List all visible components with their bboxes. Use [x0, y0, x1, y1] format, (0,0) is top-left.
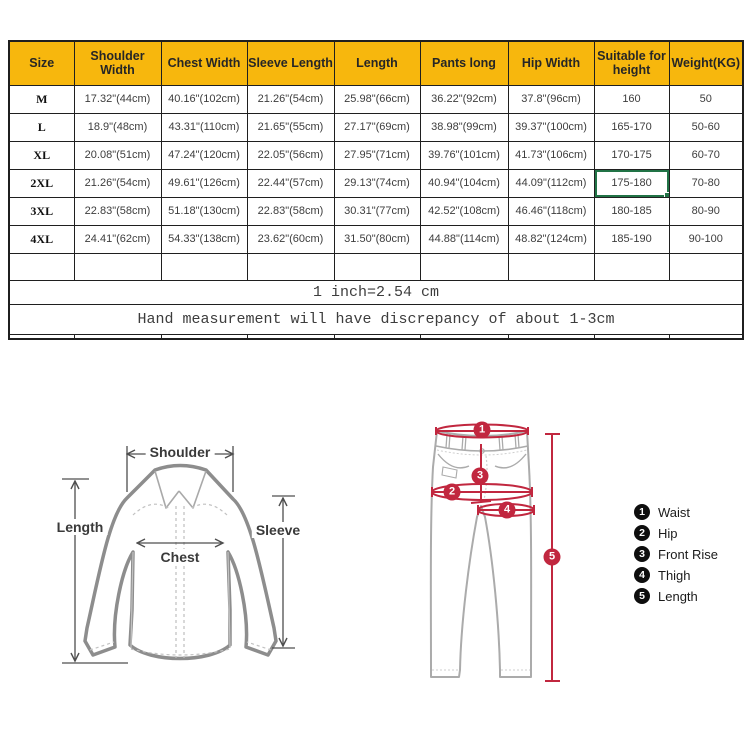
empty-cell: [161, 253, 247, 280]
empty-cell: [420, 334, 508, 339]
cell: 37.8"(96cm): [508, 85, 594, 113]
cell: 44.88"(114cm): [420, 225, 508, 253]
table-row-l: [9, 113, 743, 141]
shirt-sleeve-label: Sleeve: [252, 522, 304, 538]
pants-badge-waist: 1: [474, 422, 491, 439]
cell: 36.22"(92cm): [420, 85, 508, 113]
legend-label-thigh: Thigh: [658, 567, 691, 583]
empty-cell: [508, 334, 594, 339]
cell: 46.46"(118cm): [508, 197, 594, 225]
cell: 23.62"(60cm): [247, 225, 334, 253]
legend-badge-2: 2: [634, 525, 650, 541]
empty-row: [9, 253, 743, 280]
cell: 44.09"(112cm): [508, 169, 594, 197]
shirt-drawing: [62, 446, 295, 663]
cell: 27.95"(71cm): [334, 141, 420, 169]
empty-cell: [508, 253, 594, 280]
cell: 51.18"(130cm): [161, 197, 247, 225]
cell: 42.52"(108cm): [420, 197, 508, 225]
cell: 39.76"(101cm): [420, 141, 508, 169]
table-row-3xl: [9, 197, 743, 225]
cell: 39.37"(100cm): [508, 113, 594, 141]
note-row-inch: [9, 280, 743, 304]
cell: 47.24"(120cm): [161, 141, 247, 169]
legend-badge-5: 5: [634, 588, 650, 604]
legend-label-front-rise: Front Rise: [658, 546, 718, 562]
size-cell: L: [9, 113, 74, 141]
size-chart-wrapper: [8, 40, 742, 340]
legend-label-length: Length: [658, 588, 698, 604]
column-header-shoulder: Shoulder Width: [74, 41, 161, 85]
clipped-row: [9, 334, 743, 339]
cell: 165-170: [594, 113, 669, 141]
column-header-length: Length: [334, 41, 420, 85]
cell: 22.05"(56cm): [247, 141, 334, 169]
cell: 50-60: [669, 113, 743, 141]
note-row-measurement: [9, 304, 743, 334]
empty-cell: [669, 334, 743, 339]
empty-cell: [334, 334, 420, 339]
cell: 40.94"(104cm): [420, 169, 508, 197]
pants-badge-hip: 2: [444, 484, 461, 501]
empty-cell: [161, 334, 247, 339]
column-header-chest: Chest Width: [161, 41, 247, 85]
cell: 90-100: [669, 225, 743, 253]
table-row-4xl: [9, 225, 743, 253]
legend-label-hip: Hip: [658, 525, 678, 541]
cell: 40.16"(102cm): [161, 85, 247, 113]
cell: 24.41"(62cm): [74, 225, 161, 253]
column-header-weight: Weight(KG): [669, 41, 743, 85]
size-chart-table: [8, 40, 744, 340]
cell: 17.32"(44cm): [74, 85, 161, 113]
cell: 48.82"(124cm): [508, 225, 594, 253]
pants-drawing: [431, 425, 560, 682]
size-cell: 3XL: [9, 197, 74, 225]
cell: 30.31"(77cm): [334, 197, 420, 225]
empty-cell: [247, 253, 334, 280]
cell: 27.17"(69cm): [334, 113, 420, 141]
selected-cell: 175-180: [594, 169, 669, 197]
shirt-length-label: Length: [53, 519, 108, 535]
empty-cell: [247, 334, 334, 339]
cell: 49.61"(126cm): [161, 169, 247, 197]
pants-badge-length: 5: [544, 549, 561, 566]
empty-cell: [669, 253, 743, 280]
cell: 21.26"(54cm): [247, 85, 334, 113]
shirt-shoulder-label: Shoulder: [146, 444, 215, 460]
legend-badge-1: 1: [634, 504, 650, 520]
pants-badge-thigh: 4: [499, 502, 516, 519]
empty-cell: [74, 253, 161, 280]
table-row-2xl: [9, 169, 743, 197]
table-row-m: [9, 85, 743, 113]
cell: 21.65"(55cm): [247, 113, 334, 141]
legend-label-waist: Waist: [658, 504, 691, 520]
cell: 185-190: [594, 225, 669, 253]
header-row: [9, 41, 743, 85]
cell: 170-175: [594, 141, 669, 169]
column-header-size: Size: [9, 41, 74, 85]
column-header-hip: Hip Width: [508, 41, 594, 85]
cell: 31.50"(80cm): [334, 225, 420, 253]
table-row-xl: [9, 141, 743, 169]
size-cell: XL: [9, 141, 74, 169]
empty-cell: [334, 253, 420, 280]
pants-badge-front-rise: 3: [472, 468, 489, 485]
column-header-sleeve: Sleeve Length: [247, 41, 334, 85]
column-header-height: Suitable for height: [594, 41, 669, 85]
cell: 21.26"(54cm): [74, 169, 161, 197]
cell: 38.98"(99cm): [420, 113, 508, 141]
empty-cell: [594, 253, 669, 280]
legend-badge-4: 4: [634, 567, 650, 583]
cell: 43.31"(110cm): [161, 113, 247, 141]
cell: 180-185: [594, 197, 669, 225]
inch-conversion-note: 1 inch=2.54 cm: [9, 280, 743, 304]
cell: 22.44"(57cm): [247, 169, 334, 197]
empty-cell: [9, 253, 74, 280]
cell: 80-90: [669, 197, 743, 225]
cell: 60-70: [669, 141, 743, 169]
size-cell: 4XL: [9, 225, 74, 253]
empty-cell: [9, 334, 74, 339]
empty-cell: [74, 334, 161, 339]
cell: 41.73"(106cm): [508, 141, 594, 169]
size-cell: 2XL: [9, 169, 74, 197]
size-cell: M: [9, 85, 74, 113]
shirt-chest-label: Chest: [157, 549, 204, 565]
column-header-pants-long: Pants long: [420, 41, 508, 85]
legend-badge-3: 3: [634, 546, 650, 562]
cell: 29.13"(74cm): [334, 169, 420, 197]
cell: 70-80: [669, 169, 743, 197]
cell: 50: [669, 85, 743, 113]
cell: 20.08"(51cm): [74, 141, 161, 169]
cell: 18.9"(48cm): [74, 113, 161, 141]
empty-cell: [594, 334, 669, 339]
cell: 22.83"(58cm): [247, 197, 334, 225]
cell: 25.98"(66cm): [334, 85, 420, 113]
cell: 54.33"(138cm): [161, 225, 247, 253]
empty-cell: [420, 253, 508, 280]
cell: 160: [594, 85, 669, 113]
cell: 22.83"(58cm): [74, 197, 161, 225]
measurement-discrepancy-note: Hand measurement will have discrepancy of about 1-3cm: [9, 304, 743, 334]
